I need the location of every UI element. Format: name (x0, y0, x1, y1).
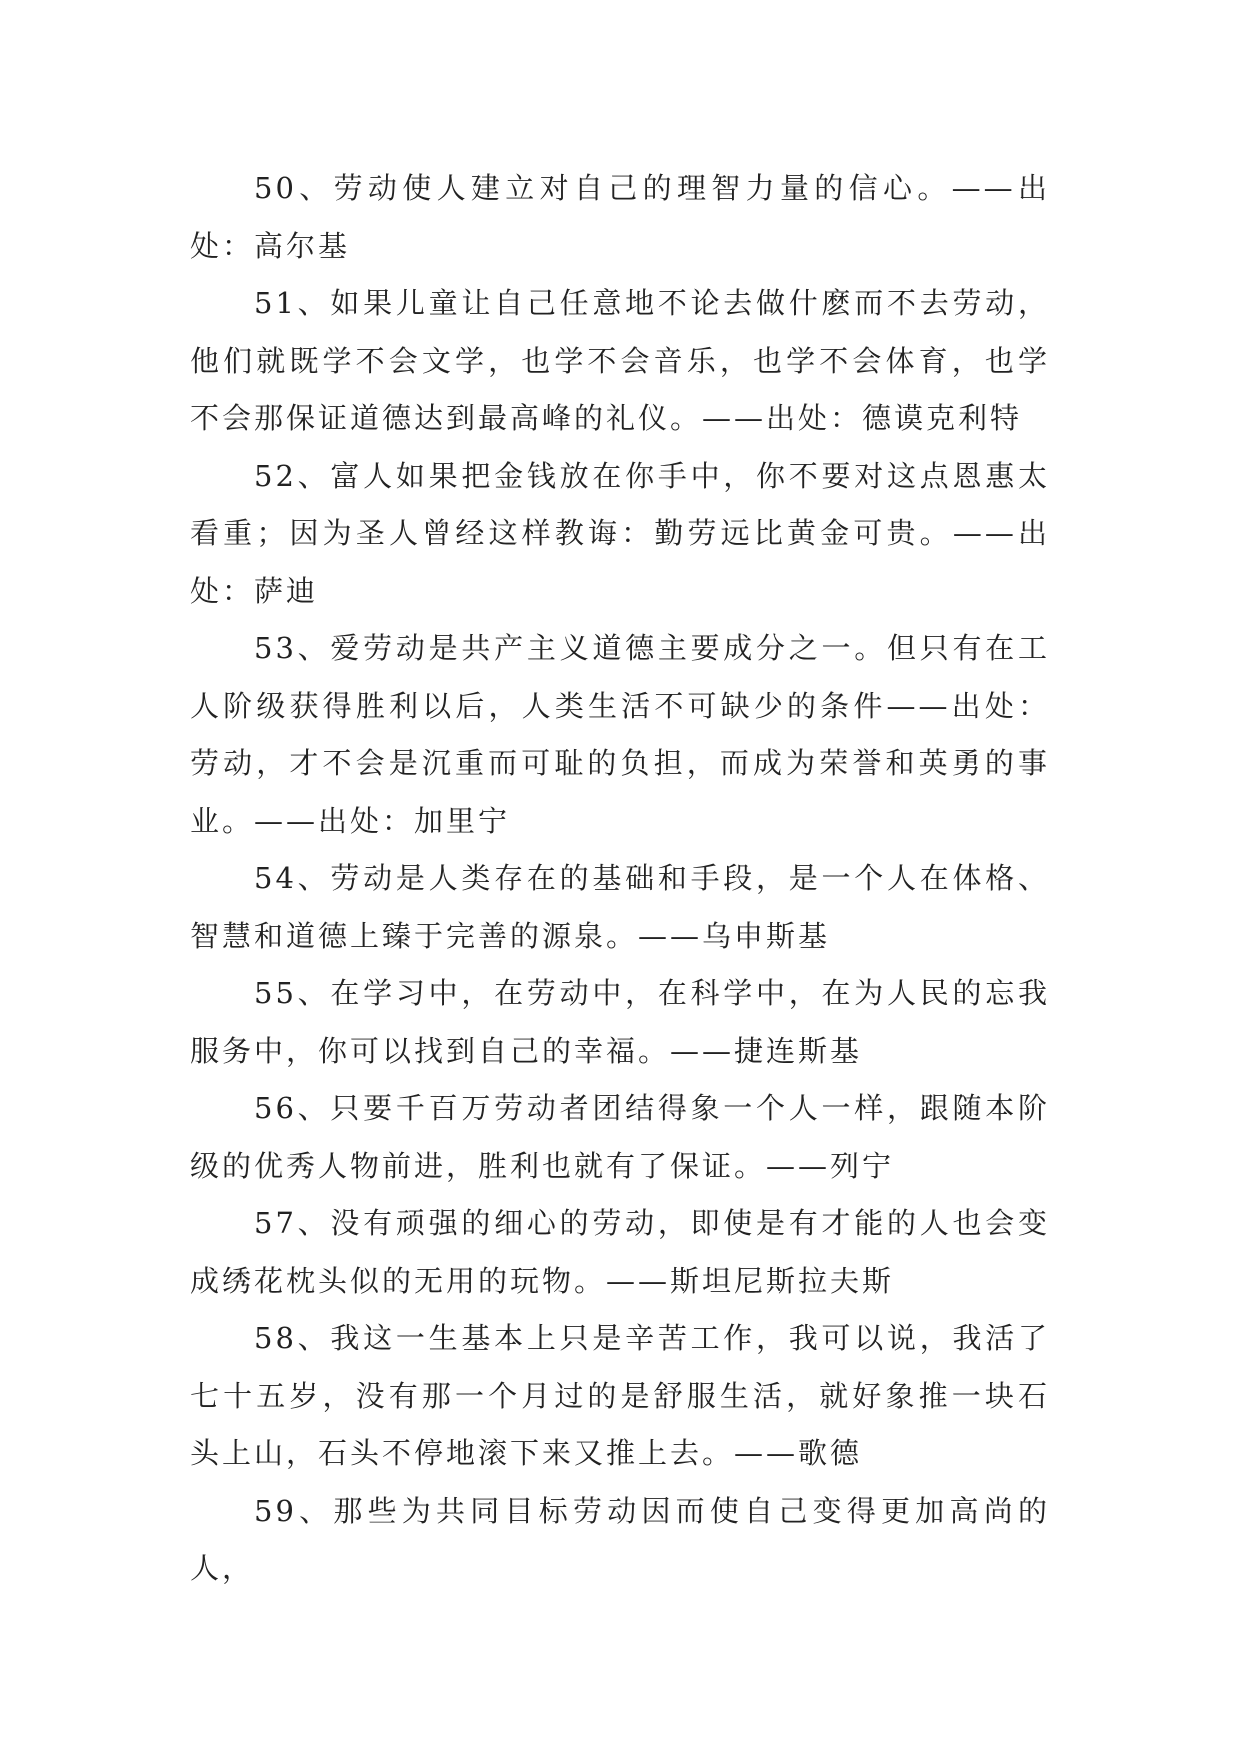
quote-paragraph-59: 59、那些为共同目标劳动因而使自己变得更加高尚的人， (190, 1493, 1050, 1585)
quote-paragraph-58: 58、我这一生基本上只是辛苦工作，我可以说，我活了七十五岁，没有那一个月过的是舒服生活，就好象推一块石头上山，石头不停地滚下来又推上去。——歌德 (190, 1321, 1050, 1470)
quote-paragraph-50: 50、劳动使人建立对自己的理智力量的信心。——出处：高尔基 (190, 171, 1050, 263)
quote-paragraph-56: 56、只要千百万劳动者团结得象一个人一样，跟随本阶级的优秀人物前进，胜利也就有了保证。——列宁 (190, 1091, 1050, 1183)
quote-paragraph-55: 55、在学习中，在劳动中，在科学中，在为人民的忘我服务中，你可以找到自己的幸福。——捷连斯基 (190, 976, 1050, 1068)
quote-paragraph-54: 54、劳动是人类存在的基础和手段，是一个人在体格、智慧和道德上臻于完善的源泉。——乌申斯基 (190, 861, 1050, 953)
quote-paragraph-57: 57、没有顽强的细心的劳动，即使是有才能的人也会变成绣花枕头似的无用的玩物。——斯坦尼斯拉夫斯 (190, 1206, 1050, 1298)
quote-list (190, 160, 1050, 1598)
quote-paragraph-51: 51、如果儿童让自己任意地不论去做什麽而不去劳动，他们就既学不会文学，也学不会音乐，也学不会体育，也学不会那保证道德达到最高峰的礼仪。——出处：德谟克利特 (190, 286, 1050, 435)
quote-paragraph-52: 52、富人如果把金钱放在你手中，你不要对这点恩惠太看重；因为圣人曾经这样教诲：勤劳远比黄金可贵。——出处：萨迪 (190, 458, 1050, 608)
quote-paragraph-53: 53、爱劳动是共产主义道德主要成分之一。但只有在工人阶级获得胜利以后，人类生活不可缺少的条件——出处：劳动，才不会是沉重而可耻的负担，而成为荣誉和英勇的事业。——出处：加里宁 (190, 631, 1050, 838)
